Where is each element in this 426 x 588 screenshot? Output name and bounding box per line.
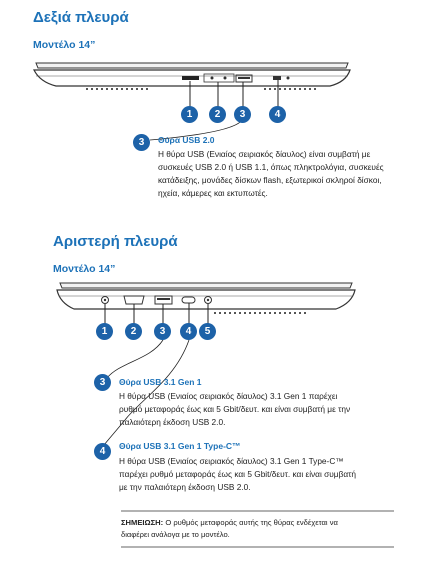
description-line: κατάδειξης, μονάδες δίσκων flash, εξωτερικοί σκληροί δίσκοι,	[158, 175, 382, 185]
note-line-2: διαφέρει ανάλογα με το μοντέλο.	[121, 530, 230, 539]
port-title-usb-type-c: Θύρα USB 3.1 Gen 1 Type-C™	[119, 441, 241, 451]
callout-left-3: 3	[154, 323, 171, 340]
callout-right-1: 1	[181, 106, 198, 123]
callout-right-3: 3	[234, 106, 251, 123]
description-line: με την παλαιότερη έκδοση USB 2.0.	[119, 482, 251, 492]
port-description-usb-type-c	[119, 455, 414, 494]
description-line: παρέχει ρυθμό μεταφοράς έως και 5 Gbit/δευτ. και είναι συμβατή	[119, 469, 357, 479]
left-side-heading: Αριστερή πλευρά	[53, 233, 178, 250]
port-title-usb31: Θύρα USB 3.1 Gen 1	[119, 377, 202, 387]
note-text: Ο ρυθμός μεταφοράς αυτής της θύρας ενδέχεται να	[163, 518, 338, 527]
callout-left-4: 4	[180, 323, 197, 340]
description-line: παλαιότερη έκδοση USB 2.0.	[119, 417, 226, 427]
port-title-usb2: Θύρα USB 2.0	[158, 135, 215, 145]
port-number-usb-type-c: 4	[94, 443, 111, 460]
callout-right-4: 4	[269, 106, 286, 123]
callout-left-1: 1	[96, 323, 113, 340]
description-line: Η θύρα USB (Ενιαίος σειριακός δίαυλος) 3.1 Gen 1 Type-C™	[119, 456, 344, 466]
description-line: Η θύρα USB (Ενιαίος σειριακός δίαυλος) 3.1 Gen 1 παρέχει	[119, 391, 338, 401]
right-side-heading: Δεξιά πλευρά	[33, 9, 129, 26]
port-description-usb31	[119, 390, 409, 429]
description-line: ρυθμό μεταφοράς έως και 5 Gbit/δευτ. και είναι συμβατή με την	[119, 404, 351, 414]
description-line: ηχεία, κάμερες και εκτυπωτές.	[158, 188, 268, 198]
callout-left-5: 5	[199, 323, 216, 340]
right-side-model-label: Μοντέλο 14”	[33, 39, 96, 51]
description-line: Η θύρα USB (Ενιαίος σειριακός δίαυλος) είναι συμβατή με	[158, 149, 371, 159]
port-number-usb2: 3	[133, 134, 150, 151]
callout-left-2: 2	[125, 323, 142, 340]
note-block	[121, 517, 396, 541]
callout-right-2: 2	[209, 106, 226, 123]
note-line-1	[121, 517, 396, 529]
description-line: συσκευές USB 2.0 ή USB 1.1, όπως πληκτρολόγια, συσκευές	[158, 162, 384, 172]
left-side-model-label: Μοντέλο 14”	[53, 263, 116, 275]
note-label: ΣΗΜΕΙΩΣΗ:	[121, 518, 164, 527]
port-number-usb31: 3	[94, 374, 111, 391]
